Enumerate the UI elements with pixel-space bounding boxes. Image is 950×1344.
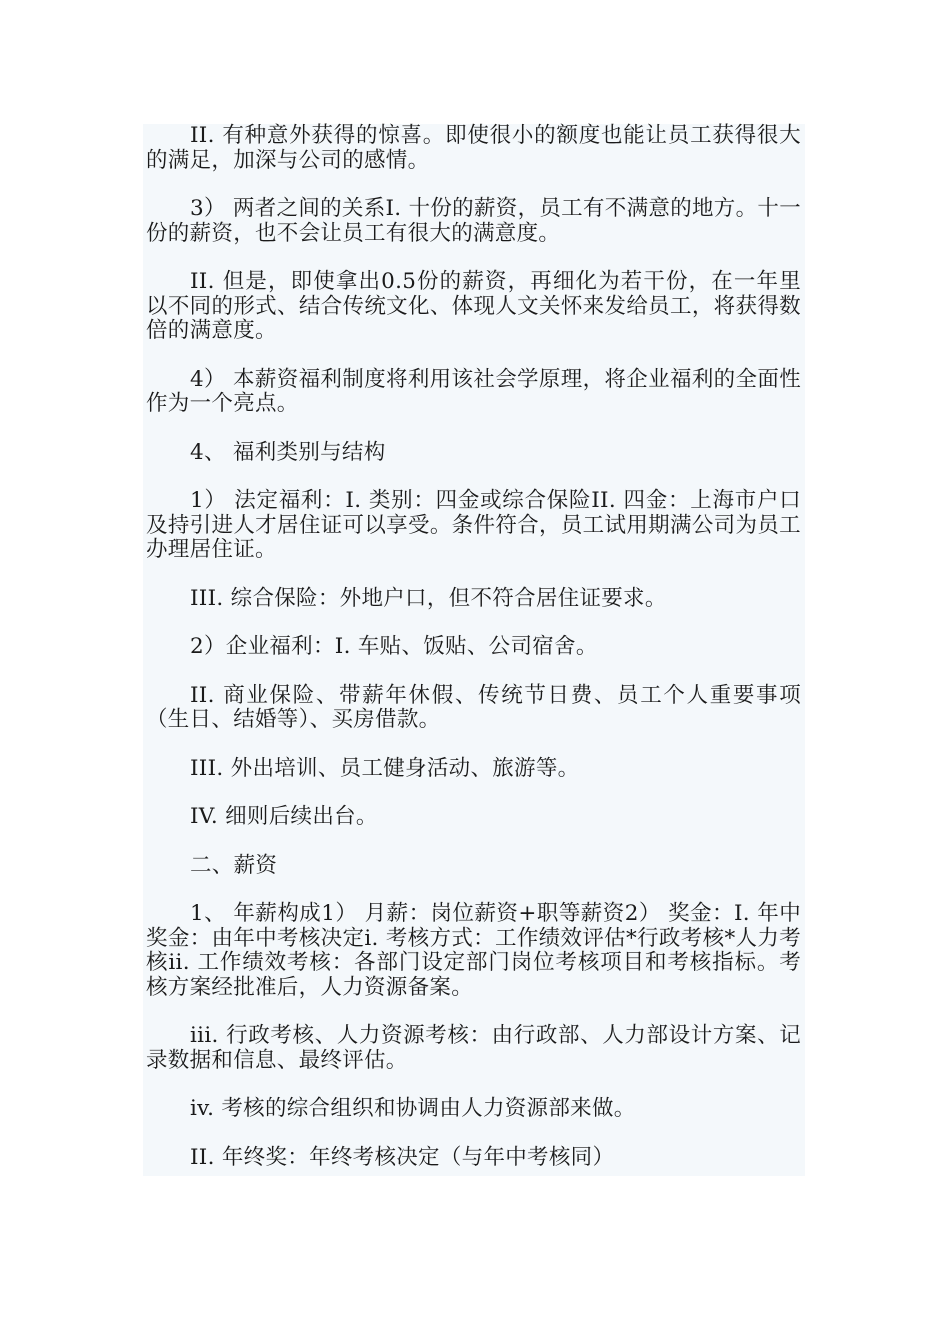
paragraph: 1、 年薪构成1） 月薪：岗位薪资+职等薪资2） 奖金：I. 年中奖金：由年中考核决定i. 考核方式：工作绩效评估*行政考核*人力考核ii. 工作绩效考核：各部门设定部门岗位考核项目和考核指标。考核方案经批准后，人力资源备案。: [146, 901, 801, 1000]
paragraph: II. 有种意外获得的惊喜。即使很小的额度也能让员工获得很大的满足，加深与公司的感情。: [146, 123, 801, 173]
paragraph: II. 商业保险、带薪年休假、传统节日费、员工个人重要事项（生日、结婚等）、买房借款。: [146, 682, 801, 732]
paragraph: II. 但是，即使拿出0.5份的薪资，再细化为若干份，在一年里以不同的形式、结合传统文化、体现人文关怀来发给员工，将获得数倍的满意度。: [146, 269, 801, 343]
paragraph: II. 年终奖：年终考核决定（与年中考核同）: [190, 1144, 615, 1170]
paragraph: 1） 法定福利：I. 类别：四金或综合保险II. 四金：上海市户口及持引进人才居住证可以享受。条件符合，员工试用期满公司为员工办理居住证。: [146, 488, 801, 562]
paragraph: 2）企业福利：I. 车贴、饭贴、公司宿舍。: [190, 634, 598, 659]
paragraph: iv. 考核的综合组织和协调由人力资源部来做。: [190, 1096, 636, 1121]
paragraph: 3） 两者之间的关系I. 十份的薪资，员工有不满意的地方。十一份的薪资，也不会让员工有很大的满意度。: [146, 196, 801, 246]
paragraph: 4） 本薪资福利制度将利用该社会学原理，将企业福利的全面性作为一个亮点。: [146, 366, 801, 416]
paragraph: IV. 细则后续出台。: [190, 804, 378, 829]
paragraph: III. 外出培训、员工健身活动、旅游等。: [190, 755, 580, 781]
section-heading: 4、 福利类别与结构: [190, 439, 386, 465]
paragraph: iii. 行政考核、人力资源考核：由行政部、人力部设计方案、记录数据和信息、最终评估。: [146, 1023, 801, 1073]
document-body: [143, 124, 805, 1176]
section-heading: 二、薪资: [190, 852, 278, 878]
paragraph: III. 综合保险：外地户口，但不符合居住证要求。: [190, 585, 667, 611]
